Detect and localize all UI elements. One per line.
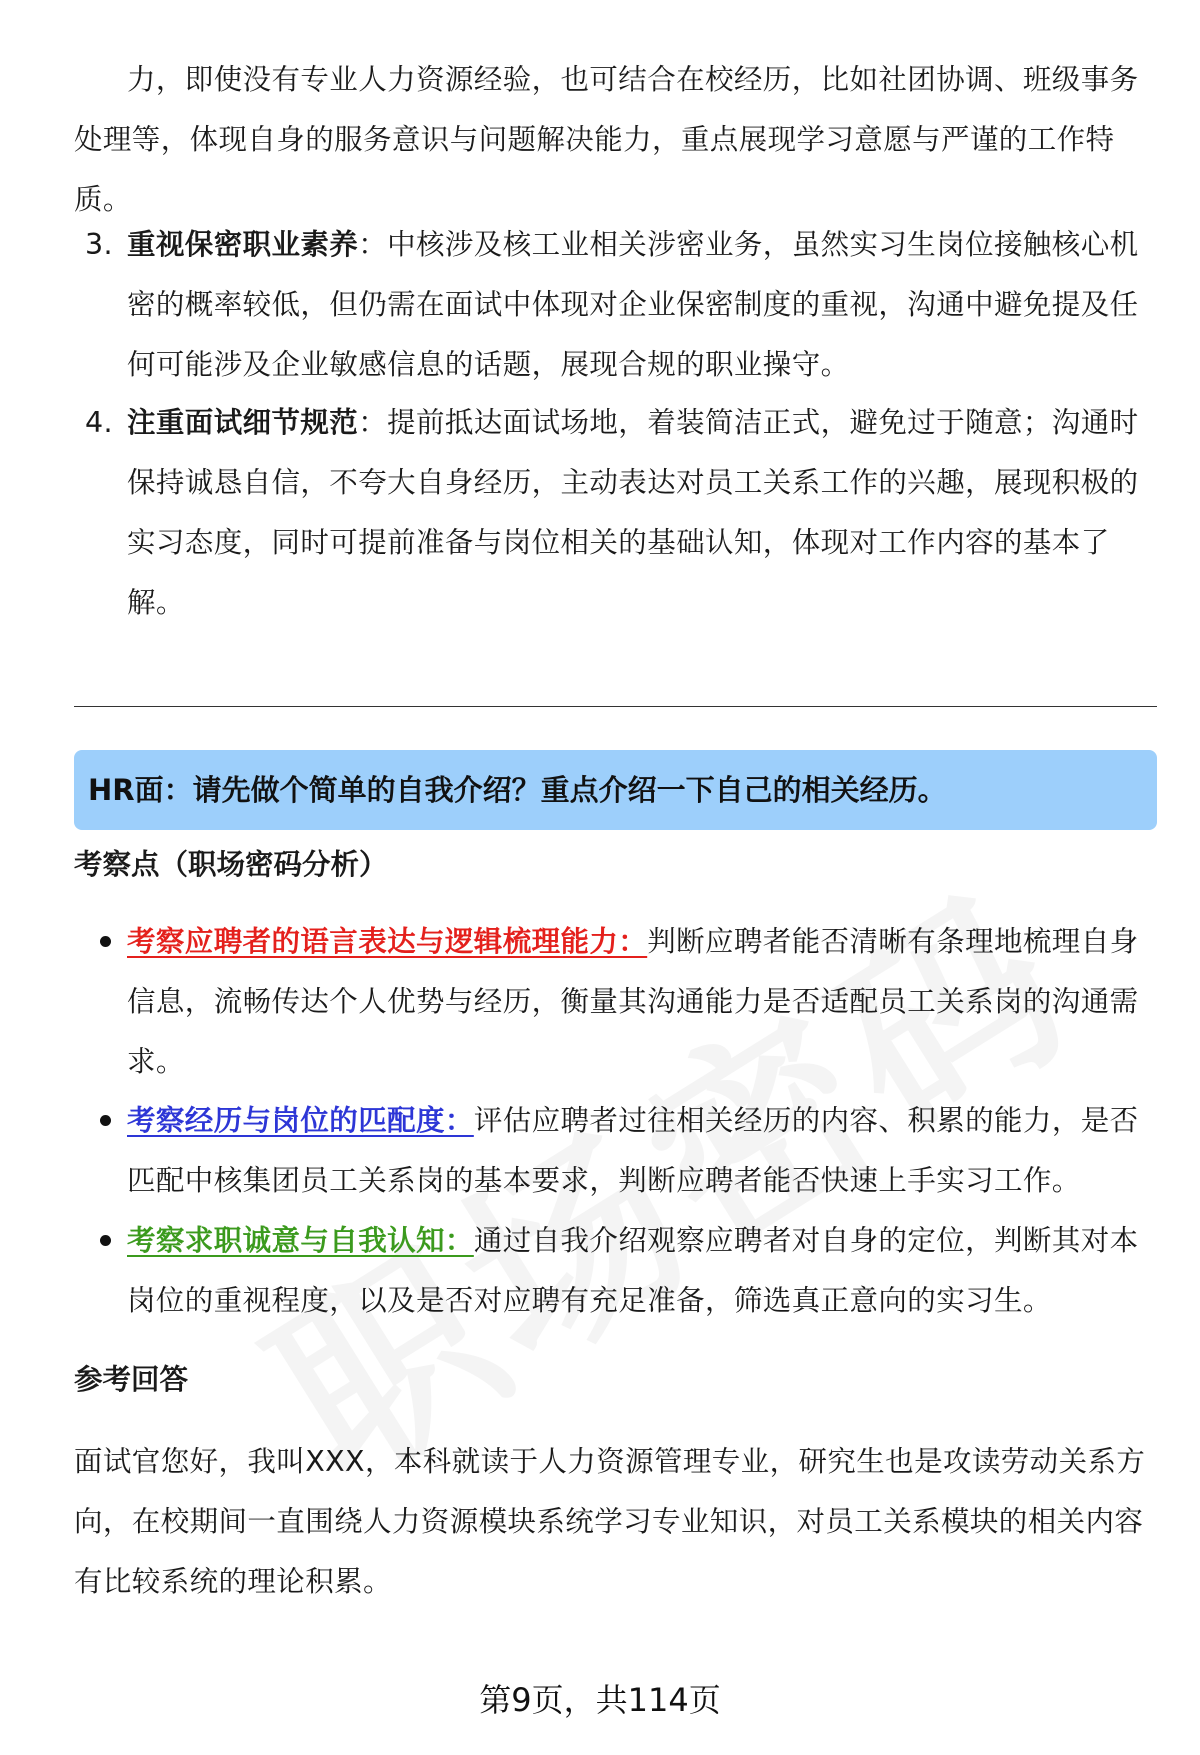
page-footer: 第9页，共114页 <box>479 1681 721 1719</box>
tip-text: ：中核涉及核工业相关涉密业务，虽然实习生岗位接触核心机密的概率较低，但仍需在面试中体现对企业保密制度的重视，沟通中避免提及任何可能涉及企业敏感信息的话题，展现合规的职业操守。 <box>127 228 1139 381</box>
answer-heading: 参考回答 <box>74 1363 189 1396</box>
tip-text: ：提前抵达面试场地，着装简洁正式，避免过于随意；沟通时保持诚恳自信，不夸大自身经历，主动表达对员工关系工作的兴趣，展现积极的实习态度，同时可提前准备与岗位相关的基础认知，体现对工作内容的基本了解。 <box>127 406 1139 619</box>
analysis-item-sincerity <box>127 1211 1155 1331</box>
section-divider <box>74 706 1157 707</box>
analysis-title: 考察求职诚意与自我认知： <box>127 1224 474 1257</box>
question-box <box>74 750 1157 830</box>
intro-continuation-text: 力，即使没有专业人力资源经验，也可结合在校经历，比如社团协调、班级事务处理等，体现自身的服务意识与问题解决能力，重点展现学习意愿与严谨的工作特质。 <box>74 63 1139 216</box>
analysis-title: 考察应聘者的语言表达与逻辑梳理能力： <box>127 925 648 958</box>
question-text: HR面：请先做个简单的自我介绍？重点介绍一下自己的相关经历。 <box>88 773 947 807</box>
tip-number: 3. <box>85 228 113 261</box>
bullet-dot <box>100 936 111 947</box>
answer-paragraph <box>74 1432 1154 1612</box>
analysis-title: 考察经历与岗位的匹配度： <box>127 1104 474 1137</box>
tip-item-4 <box>85 393 1155 633</box>
analysis-text: 判断应聘者能否清晰有条理地梳理自身信息，流畅传达个人优势与经历，衡量其沟通能力是否适配员工关系岗的沟通需求。 <box>127 925 1139 1078</box>
analysis-item-match <box>127 1091 1155 1211</box>
tip-title: 重视保密职业素养 <box>127 228 359 261</box>
tip-item-3 <box>85 215 1155 395</box>
analysis-text: 评估应聘者过往相关经历的内容、积累的能力，是否匹配中核集团员工关系岗的基本要求，判断应聘者能否快速上手实习工作。 <box>127 1104 1139 1197</box>
tip-number: 4. <box>85 406 113 439</box>
intro-continuation-paragraph <box>74 50 1154 230</box>
analysis-item-language <box>127 912 1155 1092</box>
analysis-text: 通过自我介绍观察应聘者对自身的定位，判断其对本岗位的重视程度，以及是否对应聘有充足准备，筛选真正意向的实习生。 <box>127 1224 1139 1317</box>
analysis-heading: 考察点（职场密码分析） <box>74 848 388 881</box>
bullet-dot <box>100 1235 111 1246</box>
bullet-dot <box>100 1115 111 1126</box>
answer-text: 面试官您好，我叫XXX，本科就读于人力资源管理专业，研究生也是攻读劳动关系方向，在校期间一直围绕人力资源模块系统学习专业知识，对员工关系模块的相关内容有比较系统的理论积累。 <box>74 1445 1146 1598</box>
tip-title: 注重面试细节规范 <box>127 406 359 439</box>
